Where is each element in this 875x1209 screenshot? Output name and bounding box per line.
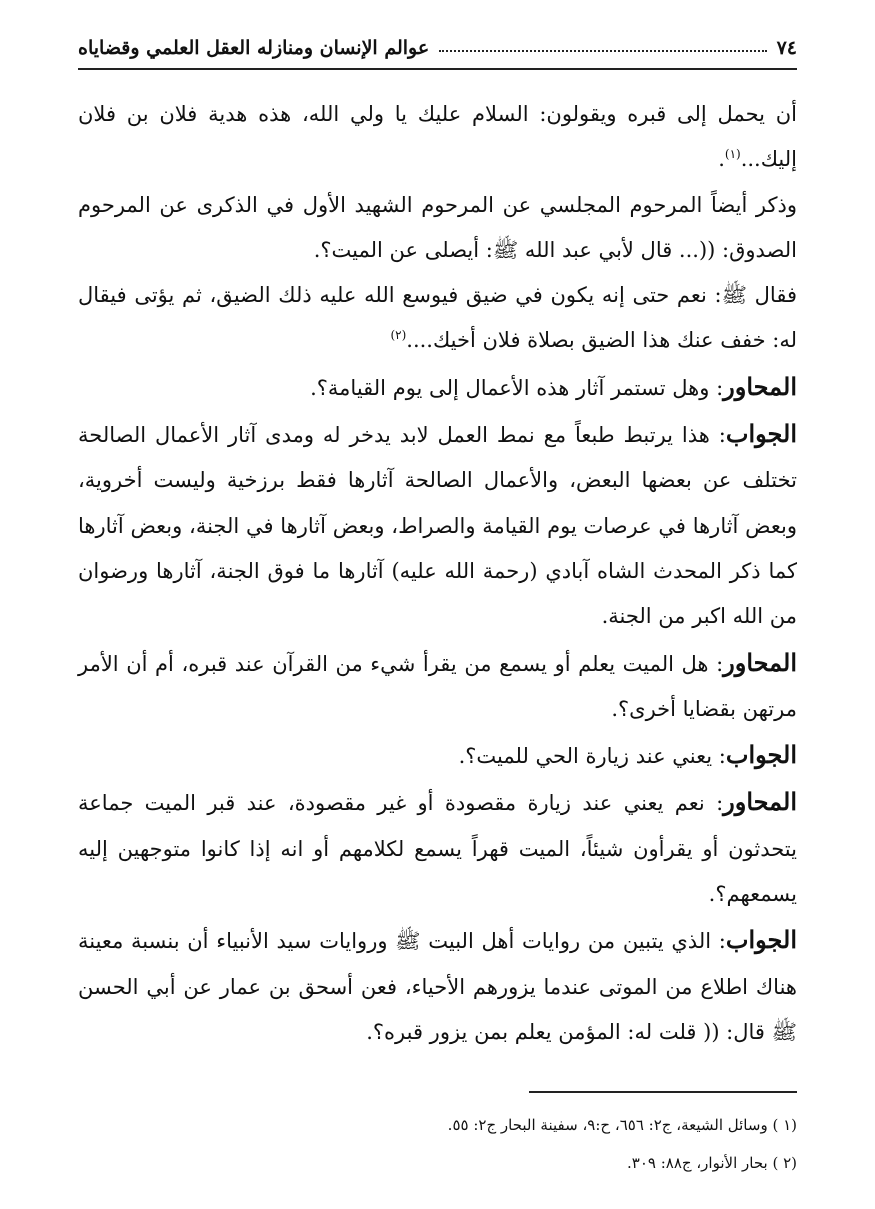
speaker-label: المحاور	[723, 787, 797, 817]
footnote-ref: (٢)	[390, 328, 407, 343]
footnote-ref: (١)	[724, 147, 741, 162]
page-number: ٧٤	[776, 37, 797, 59]
dialogue-paragraph	[78, 364, 797, 411]
paragraph-text: : نعم يعني عند زيارة مقصودة أو غير مقصودة، عند قبر الميت جماعة يتحدثون أو يقرأون شيئاً، الميت قهراً يسمع لكلامهم أو انه إذا كانوا متوجهين إليه يسمعهم؟.	[78, 791, 797, 907]
dialogue-paragraph	[78, 640, 797, 733]
speaker-label: الجواب	[725, 925, 797, 955]
dialogue-paragraph	[78, 917, 797, 1055]
paragraph	[78, 273, 797, 364]
paragraph	[78, 92, 797, 183]
paragraph-text: : يعني عند زيارة الحي للميت؟.	[458, 744, 726, 769]
dialogue-paragraph	[78, 411, 797, 639]
paragraph-text: : وهل تستمر آثار هذه الأعمال إلى يوم القيامة؟.	[310, 375, 724, 400]
running-title: عوالم الإنسان ومنازله العقل العلمي وقضاياه	[78, 37, 430, 59]
running-header	[78, 28, 797, 70]
speaker-label: الجواب	[725, 740, 797, 770]
footnote: (٢ ) بحار الأنوار، ج٨٨: ٣٠٩.	[626, 1154, 797, 1172]
body-text	[78, 92, 797, 1055]
paragraph-text: : هل الميت يعلم أو يسمع من يقرأ شيء من القرآن عند قبره، أم أن الأمر مرتهن بقضايا أخرى؟.	[78, 651, 797, 721]
paragraph	[78, 183, 797, 274]
paragraph-end: .	[718, 147, 725, 172]
paragraph-text: : هذا يرتبط طبعاً مع نمط العمل لابد يدخر له ومدى آثار الأعمال الصالحة تختلف عن بعضها البعض، والأعمال الصالحة آثارها فقط برزخية وليست أخروية، وبعض آثارها في عرصات يوم القيامة والصراط، وبعض آثارها في الجنة، وبعض آثارها كما ذكر المحدث الشاه آبادي (رحمة الله عليه) آثارها ما فوق الجنة، آثارها ورضوان من الله اكبر من الجنة.	[78, 423, 797, 629]
paragraph-text: وذكر أيضاً المرحوم المجلسي عن المرحوم الشهيد الأول في الذكرى عن المرحوم الصدوق: ((... قال لأبي عبد الله ﷺ: أيصلى عن الميت؟.	[78, 192, 797, 262]
paragraph-text: : الذي يتبين من روايات أهل البيت ﷺ وروايات سيد الأنبياء أن بنسبة معينة هناك اطلاع من الموتى عندما يزورهم الأحياء، فعن أسحق بن عمار عن أبي الحسن ﷺ قال: (( قلت له: المؤمن يعلم بمن يزور قبره؟.	[78, 929, 797, 1044]
header-dot-leader	[439, 50, 766, 52]
speaker-label: المحاور	[723, 647, 797, 677]
paragraph-text: أن يحمل إلى قبره ويقولون: السلام عليك يا ولي الله، هذه هدية فلان بن فلان إليك...	[78, 102, 797, 172]
dialogue-paragraph	[78, 779, 797, 917]
footnote-divider	[529, 1091, 797, 1093]
footnote: (١ ) وسائل الشيعة، ج٢: ٦٥٦، ح:٩، سفينة البحار ج٢: ٥٥.	[447, 1116, 797, 1134]
paragraph-text: فقال ﷺ: نعم حتى إنه يكون في ضيق فيوسع الله عليه ذلك الضيق، ثم يؤتى فيقال له: خفف عنك هذا الضيق بصلاة فلان أخيك....	[78, 283, 797, 353]
speaker-label: المحاور	[723, 371, 797, 401]
speaker-label: الجواب	[725, 419, 797, 449]
dialogue-paragraph	[78, 732, 797, 779]
footnotes	[78, 1106, 797, 1182]
